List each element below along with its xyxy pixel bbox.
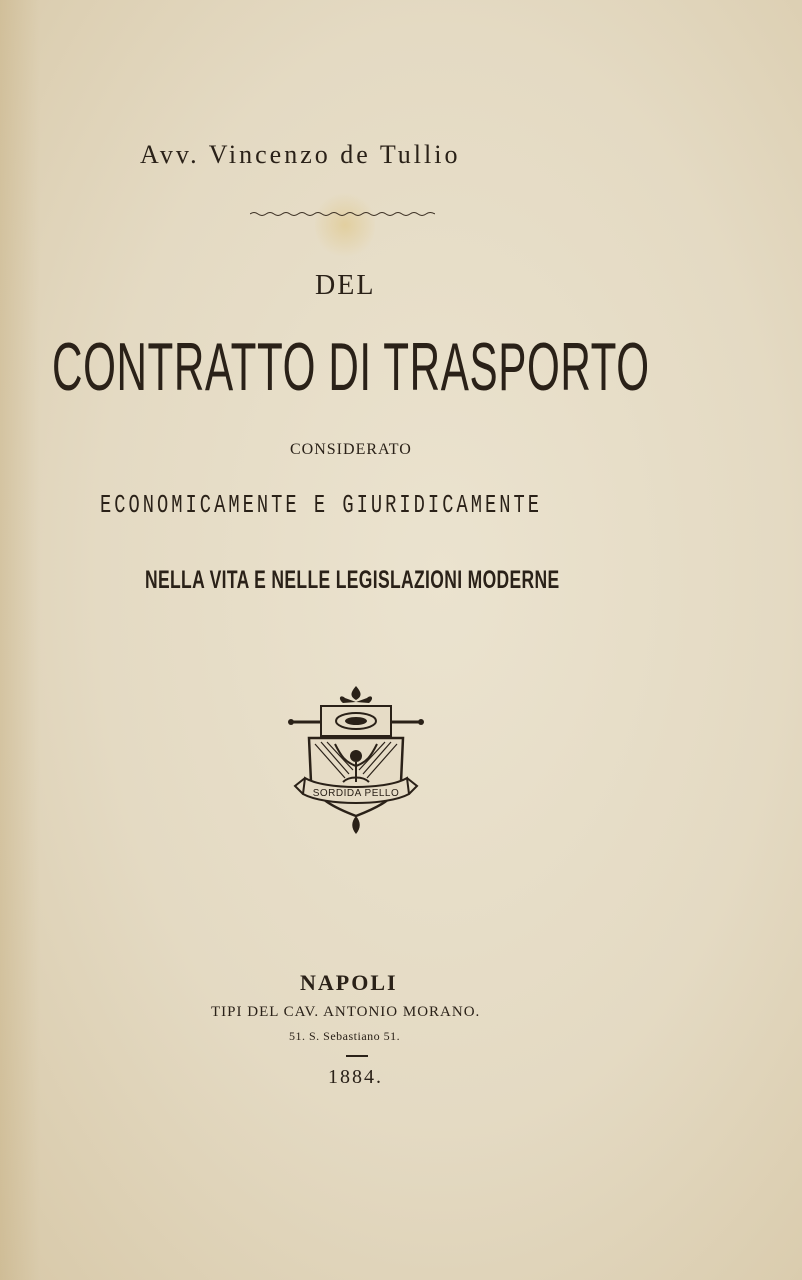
printer-device-emblem-icon xyxy=(285,682,427,838)
imprint-address: 51. S. Sebastiano 51. xyxy=(289,1029,401,1043)
considered-label: CONSIDERATO xyxy=(290,441,412,458)
paper-stain xyxy=(315,190,375,260)
imprint-city: NAPOLI xyxy=(300,970,398,995)
pre-title: DEL xyxy=(315,270,376,301)
svg-text:SORDIDA PELLO: SORDIDA PELLO xyxy=(312,788,400,799)
imprint-year: 1884. xyxy=(328,1066,383,1088)
imprint-printer: TIPI DEL CAV. ANTONIO MORANO. xyxy=(211,1004,481,1020)
main-title: CONTRATTO DI TRASPORTO xyxy=(52,329,650,405)
short-rule xyxy=(346,1055,368,1057)
subtitle-line-2: NELLA VITA E NELLE LEGISLAZIONI MODERNE xyxy=(145,566,560,594)
paper-edge-shade xyxy=(0,0,40,1280)
author-name: Avv. Vincenzo de Tullio xyxy=(140,140,461,169)
decorative-wavy-rule xyxy=(250,209,435,219)
subtitle-line-1: ECONOMICAMENTE E GIURIDICAMENTE xyxy=(100,490,543,520)
